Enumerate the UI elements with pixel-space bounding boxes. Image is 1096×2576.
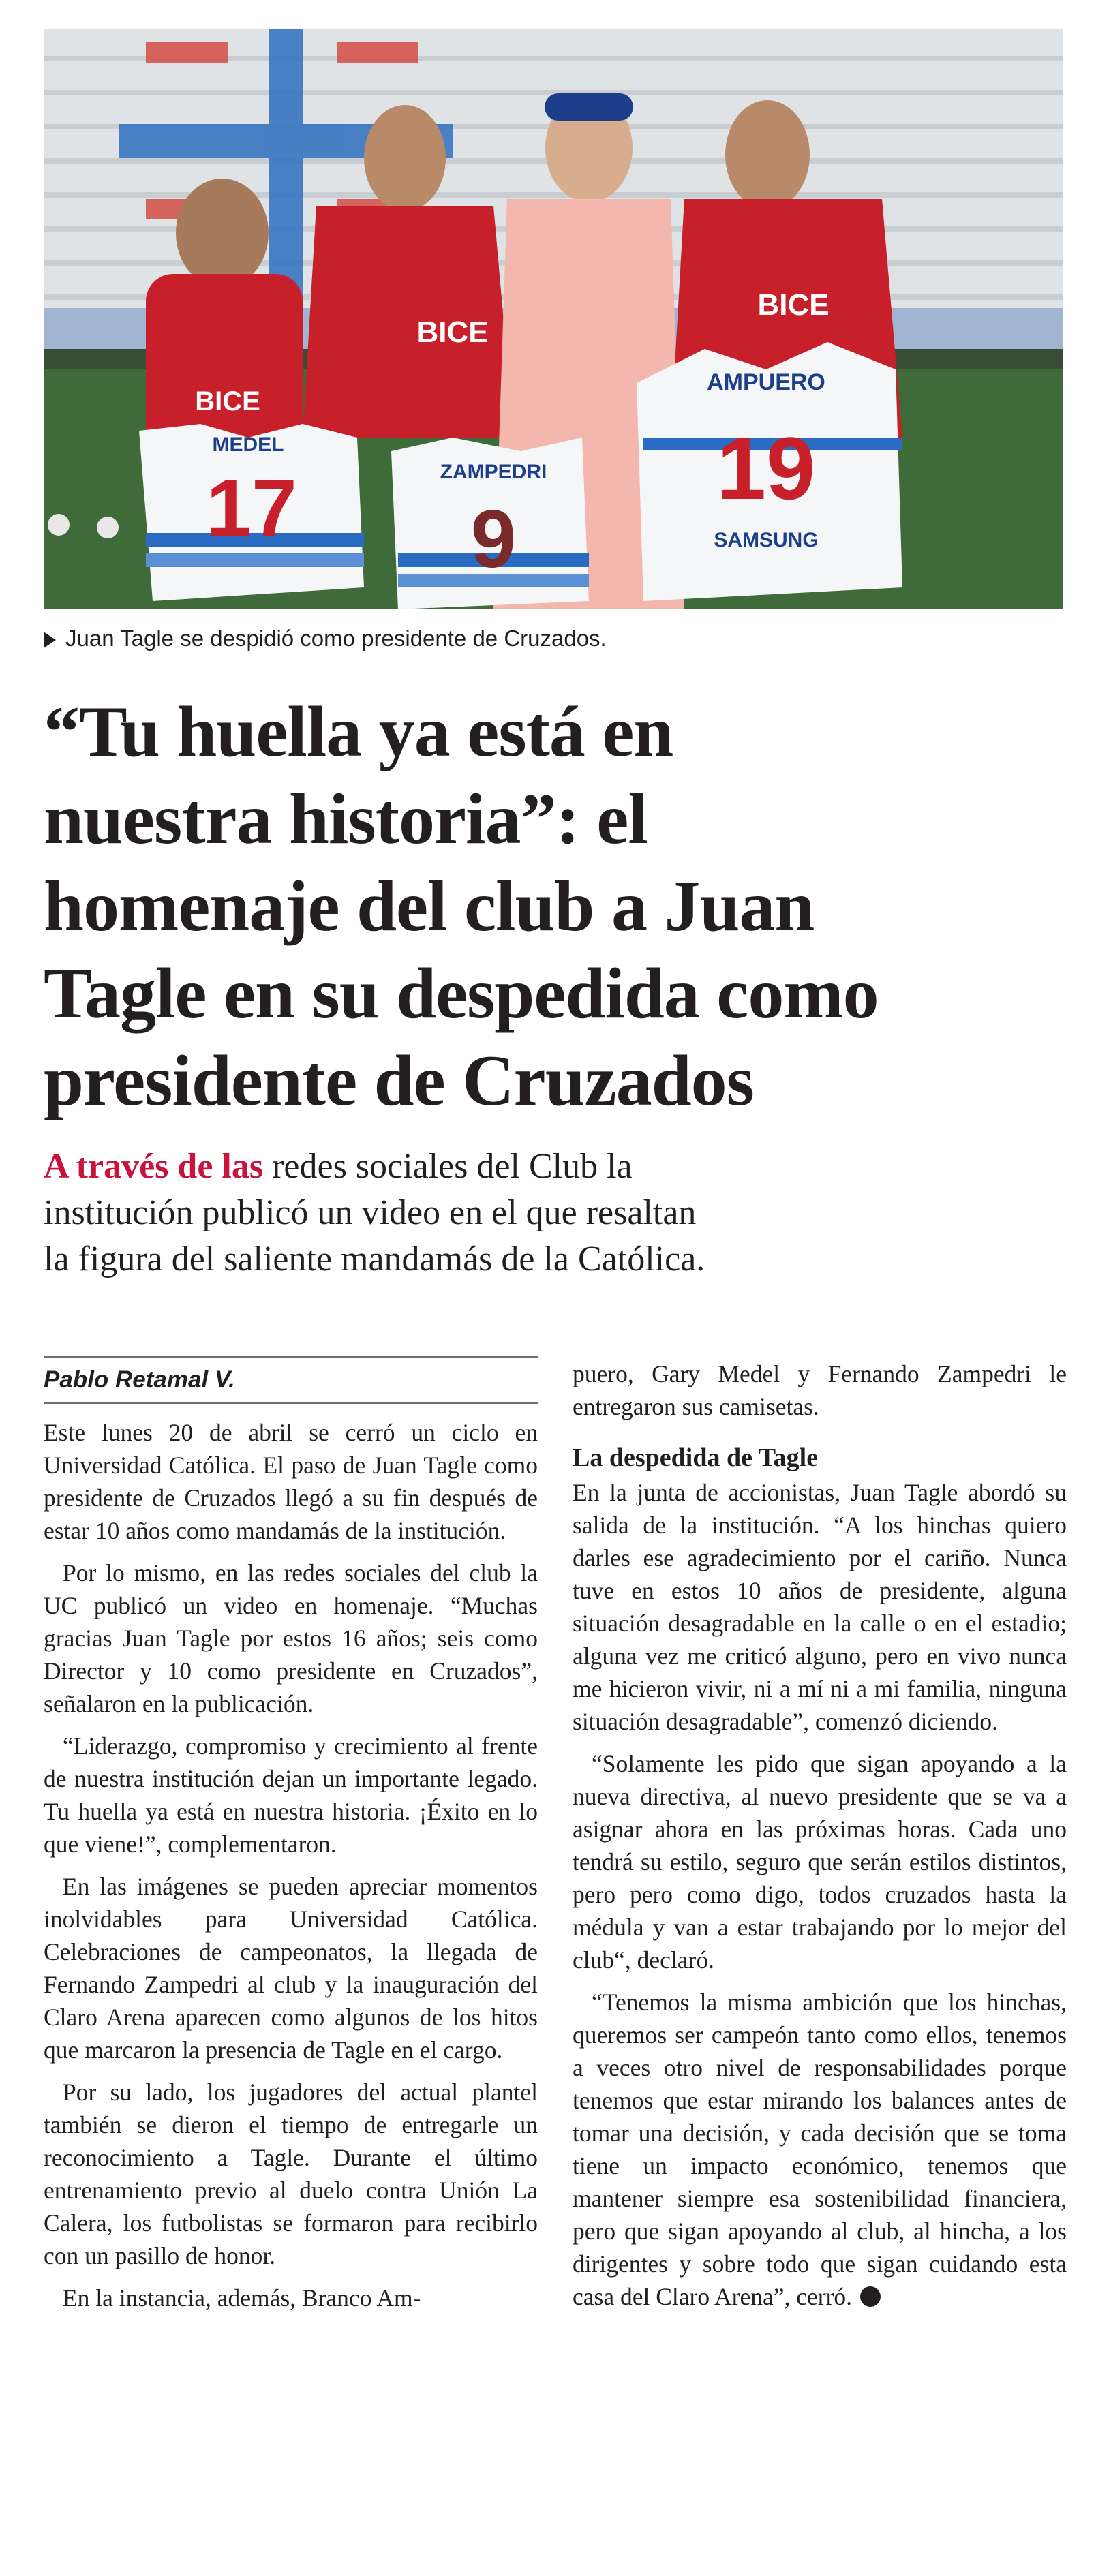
jersey-name-2: ZAMPEDRI: [440, 461, 547, 483]
byline: Pablo Retamal V.: [44, 1366, 235, 1393]
body-paragraph: En las imágenes se pueden apreciar momentos inolvidables para Universidad Católica. Celebraciones de campeonatos, la llegada de Fernando Zampedri al club y la inauguración del Claro Arena aparecen como algunos de los hitos que marcaron la presencia de Tagle en el cargo.: [44, 1873, 538, 2064]
jersey-sponsor-text: SAMSUNG: [714, 529, 819, 551]
section-subhead: La despedida de Tagle: [573, 1443, 819, 1472]
end-of-article-dot-icon: [860, 2286, 881, 2307]
body-paragraph: En la instancia, además, Branco Am-: [63, 2284, 421, 2312]
headline-line: nuestra historia”: el: [44, 779, 648, 859]
caption-triangle-icon: [44, 632, 56, 648]
jersey-number-2: 9: [470, 493, 517, 585]
closing-paragraph-text: “Tenemos la misma ambición que los hinchas, queremos ser campeón tanto como ellos, tenemos a veces otro nivel de responsabilidades porque tenemos que estar mirando los balances antes de tomar una decisión, y cada decisión que se toma tiene un impacto económico, tenemos que mantener siempre esa sostenibilidad financiera, pero que sigan apoyando al club, al hincha, a los dirigentes y sobre todo que sigan cuidando esta casa del Claro Arena”, cerró.: [573, 1989, 1067, 2310]
body-paragraph: [573, 1986, 1067, 2313]
body-paragraph: Por su lado, los jugadores del actual plantel también se dieron el tiempo de entregarle un reconocimiento a Tagle. Durante el último entrenamiento previo al duelo contra Unión La Calera, los futbolistas se formaron para recibirlo con un pasillo de honor.: [44, 2079, 538, 2269]
photo-illustration: [44, 29, 1063, 609]
jersey-name-1: MEDEL: [212, 433, 284, 456]
shirt-sponsor-1: BICE: [195, 386, 260, 416]
body-paragraph: “Solamente les pido que sigan apoyando a la nueva directiva, al nuevo presidente que se va a asignar ahora en las próximas horas. Cada uno tendrá su estilo, seguro que serán estilos distintos, pero pero como digo, todos cruzados hasta la médula y van a estar trabajando por lo mejor del club“, declaró.: [573, 1750, 1067, 1974]
article-photo: [44, 29, 1063, 609]
jersey-number-3: 19: [716, 418, 816, 518]
photo-caption: [44, 622, 1063, 656]
body-paragraph: “Liderazgo, compromiso y crecimiento al frente de nuestra institución dejan un importante legado. Tu huella ya está en nuestra historia. ¡Éxito en lo que viene!”, complementaron.: [44, 1732, 538, 1858]
jersey-name-3: AMPUERO: [707, 369, 825, 395]
headline-line: Tagle en su despedida como: [44, 953, 879, 1033]
jersey-number-1: 17: [206, 463, 297, 554]
shirt-sponsor-4: BICE: [757, 288, 829, 322]
body-paragraph: Este lunes 20 de abril se cerró un ciclo en Universidad Católica. El paso de Juan Tagle como presidente de Cruzados llegó a su fin después de estar 10 años como mandamás de la institución.: [44, 1419, 538, 1544]
headline-line: presidente de Cruzados: [44, 1041, 754, 1120]
headline-line: “Tu huella ya está en: [44, 692, 673, 771]
shirt-sponsor-2: BICE: [416, 316, 489, 349]
right-column: [573, 1358, 1067, 2313]
lead-line-2: institución publicó un video en el que resaltan: [44, 1193, 697, 1232]
lead-line-1-rest: redes sociales del Club la: [263, 1147, 633, 1186]
body-paragraph: puero, Gary Medel y Fernando Zampedri le entregaron sus camisetas.: [573, 1360, 1067, 1420]
lead-kicker: A través de las: [44, 1147, 264, 1186]
body-paragraph: Por lo mismo, en las redes sociales del club la UC publicó un video en homenaje. “Muchas gracias Juan Tagle por estos 16 años; seis como Director y 10 como presidente en Cruzados”, señalaron en la publicación.: [44, 1559, 538, 1717]
headline-line: homenaje del club a Juan: [44, 866, 815, 946]
headline: [44, 688, 1066, 1124]
left-column: [44, 1356, 538, 2314]
lead-paragraph: [44, 1144, 1066, 1283]
body-paragraph: En la junta de accionistas, Juan Tagle abordó su salida de la institución. “A los hinchas quiero darles ese agradecimiento por el cariño. Nunca tuve en estos 10 años de presidente, alguna situación desagradable en la calle o en el estadio; alguna vez me criticó alguno, pero en vivo nunca me hicieron vivir, ni a mí ni a mi familia, ninguna situación desagradable”, comenzó diciendo.: [573, 1479, 1067, 1735]
caption-text: Juan Tagle se despidió como presidente de Cruzados.: [65, 626, 607, 651]
byline-rule-bottom: [44, 1402, 538, 1404]
lead-line-3: la figura del saliente mandamás de la Católica.: [44, 1240, 705, 1278]
